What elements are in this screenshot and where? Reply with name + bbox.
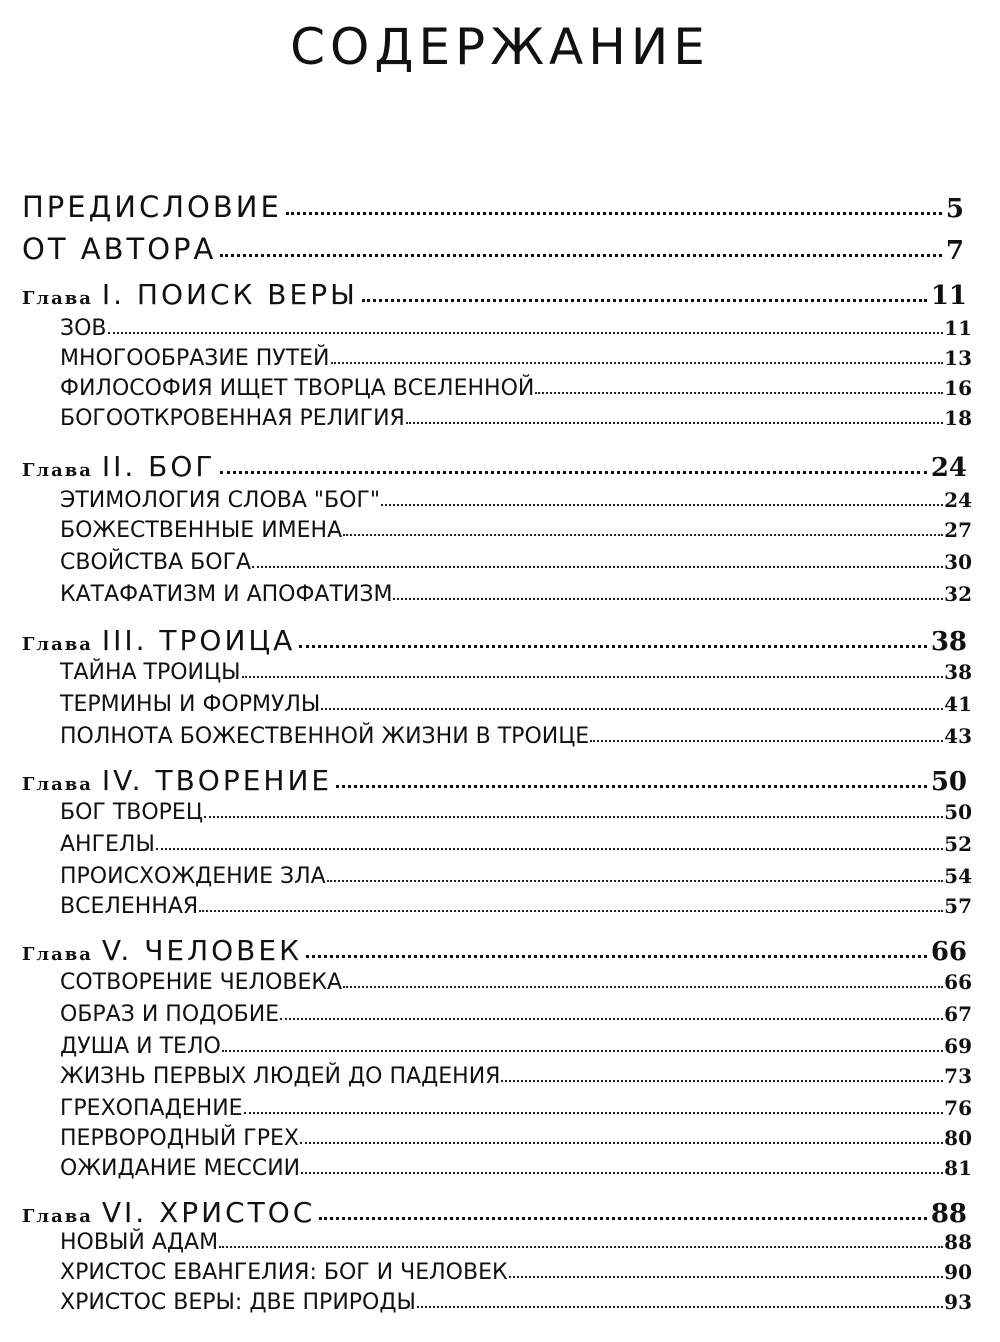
section-entry[interactable] <box>60 488 972 513</box>
entry-label: ПРЕДИСЛОВИЕ <box>22 190 282 224</box>
dot-leader <box>242 676 944 678</box>
section-entry[interactable] <box>60 692 972 717</box>
dot-leader <box>252 566 943 568</box>
section-page: 81 <box>944 1156 972 1180</box>
section-label: БОГ ТВОРЕЦ <box>60 800 203 825</box>
chapter-prefix: Глава <box>22 634 93 655</box>
section-label: БОЖЕСТВЕННЫЕ ИМЕНА <box>60 518 343 543</box>
dot-leader <box>280 1018 943 1020</box>
chapter-name: II. БОГ <box>101 450 216 483</box>
dot-leader <box>501 1080 943 1082</box>
section-label: ТАЙНА ТРОИЦЫ <box>60 660 241 685</box>
section-label: ГРЕХОПАДЕНИЕ <box>60 1096 243 1121</box>
section-page: 57 <box>944 894 972 918</box>
section-page: 66 <box>944 970 972 994</box>
section-entry[interactable] <box>60 724 972 749</box>
section-label: ОЖИДАНИЕ МЕССИИ <box>60 1156 301 1181</box>
section-label: МНОГООБРАЗИЕ ПУТЕЙ <box>60 346 330 371</box>
chapter-page: 50 <box>930 767 967 797</box>
section-entry[interactable] <box>60 800 972 825</box>
dot-leader <box>406 422 943 424</box>
section-page: 69 <box>944 1034 972 1058</box>
section-entry[interactable] <box>60 1126 972 1151</box>
chapter-prefix: Глава <box>22 944 93 965</box>
section-page: 43 <box>944 724 972 748</box>
section-label: ХРИСТОС ЕВАНГЕЛИЯ: БОГ И ЧЕЛОВЕК <box>60 1260 508 1285</box>
entry-label: ОТ АВТОРА <box>22 232 217 266</box>
chapter-4-heading[interactable] <box>22 764 967 797</box>
chapter-page: 38 <box>930 627 967 657</box>
dot-leader <box>535 392 943 394</box>
dot-leader <box>319 1217 926 1220</box>
section-page: 11 <box>944 316 972 340</box>
section-page: 88 <box>944 1230 972 1254</box>
dot-leader <box>327 880 943 882</box>
section-entry[interactable] <box>60 864 972 889</box>
dot-leader <box>331 362 944 364</box>
toc-entry-author[interactable] <box>22 232 967 266</box>
section-label: СОТВОРЕНИЕ ЧЕЛОВЕКА <box>60 970 343 995</box>
chapter-page: 88 <box>930 1199 967 1229</box>
section-entry[interactable] <box>60 518 972 543</box>
dot-leader <box>199 910 943 912</box>
section-label: ОБРАЗ И ПОДОБИЕ <box>60 1002 280 1027</box>
section-label: ТЕРМИНЫ И ФОРМУЛЫ <box>60 692 321 717</box>
section-label: ЗОВ <box>60 316 107 341</box>
section-page: 24 <box>944 488 972 512</box>
dot-leader <box>590 740 943 742</box>
chapter-prefix: Глава <box>22 460 93 481</box>
dot-leader <box>244 1112 944 1114</box>
section-page: 52 <box>944 832 972 856</box>
section-entry[interactable] <box>60 1230 972 1255</box>
section-entry[interactable] <box>60 376 972 401</box>
dot-leader <box>362 299 927 302</box>
dot-leader <box>286 212 942 215</box>
dot-leader <box>321 708 943 710</box>
chapter-prefix: Глава <box>22 288 93 309</box>
entry-page: 5 <box>945 194 967 224</box>
dot-leader <box>220 471 927 474</box>
section-page: 18 <box>944 406 972 430</box>
chapter-3-heading[interactable] <box>22 624 967 657</box>
section-label: ЭТИМОЛОГИЯ СЛОВА "БОГ" <box>60 488 380 513</box>
chapter-1-heading[interactable] <box>22 278 967 311</box>
section-page: 93 <box>944 1290 972 1314</box>
dot-leader <box>509 1276 944 1278</box>
section-entry[interactable] <box>60 406 972 431</box>
page-title: СОДЕРЖАНИЕ <box>290 18 710 76</box>
section-label: НОВЫЙ АДАМ <box>60 1230 219 1255</box>
chapter-prefix: Глава <box>22 774 93 795</box>
entry-page: 7 <box>945 236 967 266</box>
section-label: АНГЕЛЫ <box>60 832 155 857</box>
dot-leader <box>204 816 943 818</box>
chapter-6-heading[interactable] <box>22 1196 967 1229</box>
section-entry[interactable] <box>60 832 972 857</box>
section-label: СВОЙСТВА БОГА <box>60 550 252 575</box>
section-label: ПРОИСХОЖДЕНИЕ ЗЛА <box>60 864 326 889</box>
section-page: 13 <box>944 346 972 370</box>
section-page: 32 <box>944 582 972 606</box>
section-page: 27 <box>944 518 972 542</box>
dot-leader <box>156 848 943 850</box>
chapter-name: III. ТРОИЦА <box>101 624 296 657</box>
section-page: 16 <box>944 376 972 400</box>
toc-entry-preface[interactable] <box>22 190 967 224</box>
section-page: 90 <box>944 1260 972 1284</box>
section-entry[interactable] <box>60 894 972 919</box>
section-entry[interactable] <box>60 1002 972 1027</box>
chapter-2-heading[interactable] <box>22 450 967 483</box>
section-label: ПЕРВОРОДНЫЙ ГРЕХ <box>60 1126 299 1151</box>
dot-leader <box>306 955 927 958</box>
section-entry[interactable] <box>60 550 972 575</box>
chapter-name: IV. ТВОРЕНИЕ <box>101 764 333 797</box>
section-entry[interactable] <box>60 316 972 341</box>
dot-leader <box>219 1246 943 1248</box>
section-page: 38 <box>944 660 972 684</box>
section-page: 73 <box>944 1064 972 1088</box>
dot-leader <box>343 986 943 988</box>
dot-leader <box>393 598 943 600</box>
section-entry[interactable] <box>60 970 972 995</box>
section-entry[interactable] <box>60 1096 972 1121</box>
section-page: 50 <box>944 800 972 824</box>
chapter-page: 24 <box>930 453 967 483</box>
dot-leader <box>417 1306 943 1308</box>
section-label: ФИЛОСОФИЯ ИЩЕТ ТВОРЦА ВСЕЛЕННОЙ <box>60 376 535 401</box>
chapter-name: VI. ХРИСТОС <box>101 1196 316 1229</box>
section-label: ХРИСТОС ВЕРЫ: ДВЕ ПРИРОДЫ <box>60 1290 416 1315</box>
dot-leader <box>301 1172 943 1174</box>
section-entry[interactable] <box>60 582 972 607</box>
section-entry[interactable] <box>60 1290 972 1315</box>
section-label: ВСЕЛЕННАЯ <box>60 894 199 919</box>
chapter-page: 11 <box>930 281 967 311</box>
section-entry[interactable] <box>60 346 972 371</box>
chapter-page: 66 <box>930 937 967 967</box>
dot-leader <box>336 785 927 788</box>
section-page: 54 <box>944 864 972 888</box>
section-page: 76 <box>944 1096 972 1120</box>
dot-leader <box>108 332 944 334</box>
chapter-name: V. ЧЕЛОВЕК <box>101 934 302 967</box>
section-label: ЖИЗНЬ ПЕРВЫХ ЛЮДЕЙ ДО ПАДЕНИЯ <box>60 1064 501 1089</box>
dot-leader <box>343 534 943 536</box>
section-page: 41 <box>944 692 972 716</box>
chapter-prefix: Глава <box>22 1206 93 1227</box>
dot-leader <box>300 1142 943 1144</box>
dot-leader <box>381 504 943 506</box>
dot-leader <box>222 1050 943 1052</box>
section-label: КАТАФАТИЗМ И АПОФАТИЗМ <box>60 582 393 607</box>
section-page: 30 <box>944 550 972 574</box>
chapter-name: I. ПОИСК ВЕРЫ <box>101 278 358 311</box>
dot-leader <box>220 254 942 257</box>
section-label: БОГООТКРОВЕННАЯ РЕЛИГИЯ <box>60 406 405 431</box>
section-entry[interactable] <box>60 1034 972 1059</box>
section-entry[interactable] <box>60 1064 972 1089</box>
section-entry[interactable] <box>60 1260 972 1285</box>
section-entry[interactable] <box>60 1156 972 1181</box>
section-label: ДУША И ТЕЛО <box>60 1034 221 1059</box>
section-label: ПОЛНОТА БОЖЕСТВЕННОЙ ЖИЗНИ В ТРОИЦЕ <box>60 724 590 749</box>
section-page: 80 <box>944 1126 972 1150</box>
dot-leader <box>299 645 927 648</box>
section-page: 67 <box>944 1002 972 1026</box>
section-entry[interactable] <box>60 660 972 685</box>
chapter-5-heading[interactable] <box>22 934 967 967</box>
